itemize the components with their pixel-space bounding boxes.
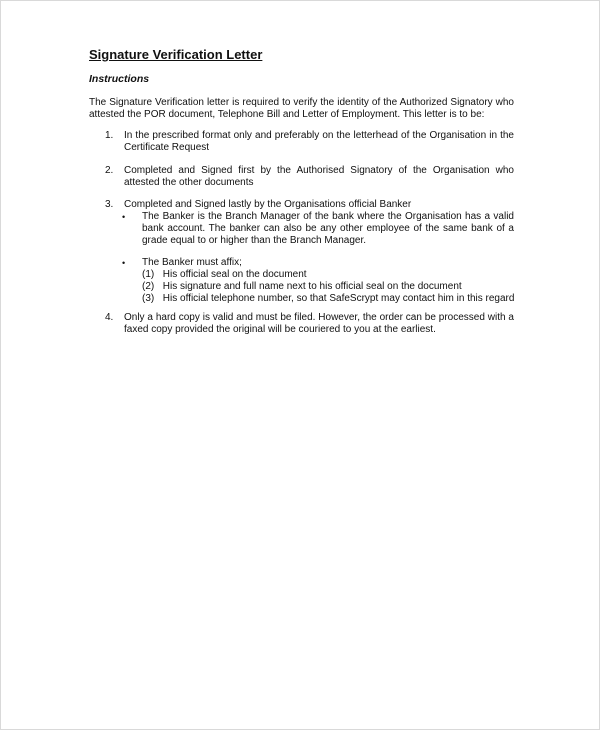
- sub-item-text: His official seal on the document: [162, 269, 307, 280]
- sub-item-text: His official telephone number, so that SafeScrypt may contact him in this regard: [162, 293, 515, 304]
- bullet-icon: •: [122, 258, 126, 268]
- list-item-text: Completed and Signed lastly by the Organisations official Banker: [124, 199, 412, 210]
- instructions-heading: Instructions: [89, 73, 150, 85]
- bullet-item-1: [122, 211, 514, 247]
- list-item-number: 2.: [105, 165, 114, 176]
- bullet-icon: •: [122, 212, 126, 222]
- sub-item-3: [142, 293, 514, 305]
- list-item-text: Completed and Signed first by the Authorised Signatory of the Organisation who attested the other documents: [124, 165, 514, 188]
- list-item-number: 3.: [105, 199, 114, 210]
- bullet-item-2: [122, 257, 514, 269]
- sub-item-2: [142, 281, 462, 293]
- list-item-4: [89, 312, 514, 336]
- sub-item-1: [142, 269, 307, 281]
- sub-item-text: His signature and full name next to his official seal on the document: [162, 281, 462, 292]
- intro-paragraph: The Signature Verification letter is required to verify the identity of the Authorized Signatory who attested the POR document, Telephone Bill and Letter of Employment. This letter is to be:: [89, 97, 514, 120]
- list-item-number: 4.: [105, 312, 114, 323]
- document-title: Signature Verification Letter: [89, 47, 263, 62]
- list-item-text: In the prescribed format only and preferably on the letterhead of the Organisation in the Certificate Request: [124, 130, 514, 153]
- sub-item-label: (1): [142, 269, 155, 280]
- list-item-text: Only a hard copy is valid and must be filed. However, the order can be processed with a faxed copy provided the original will be couriered to you at the earliest.: [124, 312, 514, 335]
- bullet-text: The Banker is the Branch Manager of the bank where the Organisation has a valid bank account. The banker can also be any other employee of the same bank of a grade equal to or higher than the Branch Manager.: [142, 211, 514, 246]
- list-item-2: [89, 165, 514, 189]
- bullet-text: The Banker must affix;: [142, 257, 242, 268]
- sub-item-label: (3): [142, 293, 155, 304]
- list-item-number: 1.: [105, 130, 114, 141]
- sub-item-label: (2): [142, 281, 155, 292]
- list-item-3: [89, 199, 514, 211]
- list-item-1: [89, 130, 514, 154]
